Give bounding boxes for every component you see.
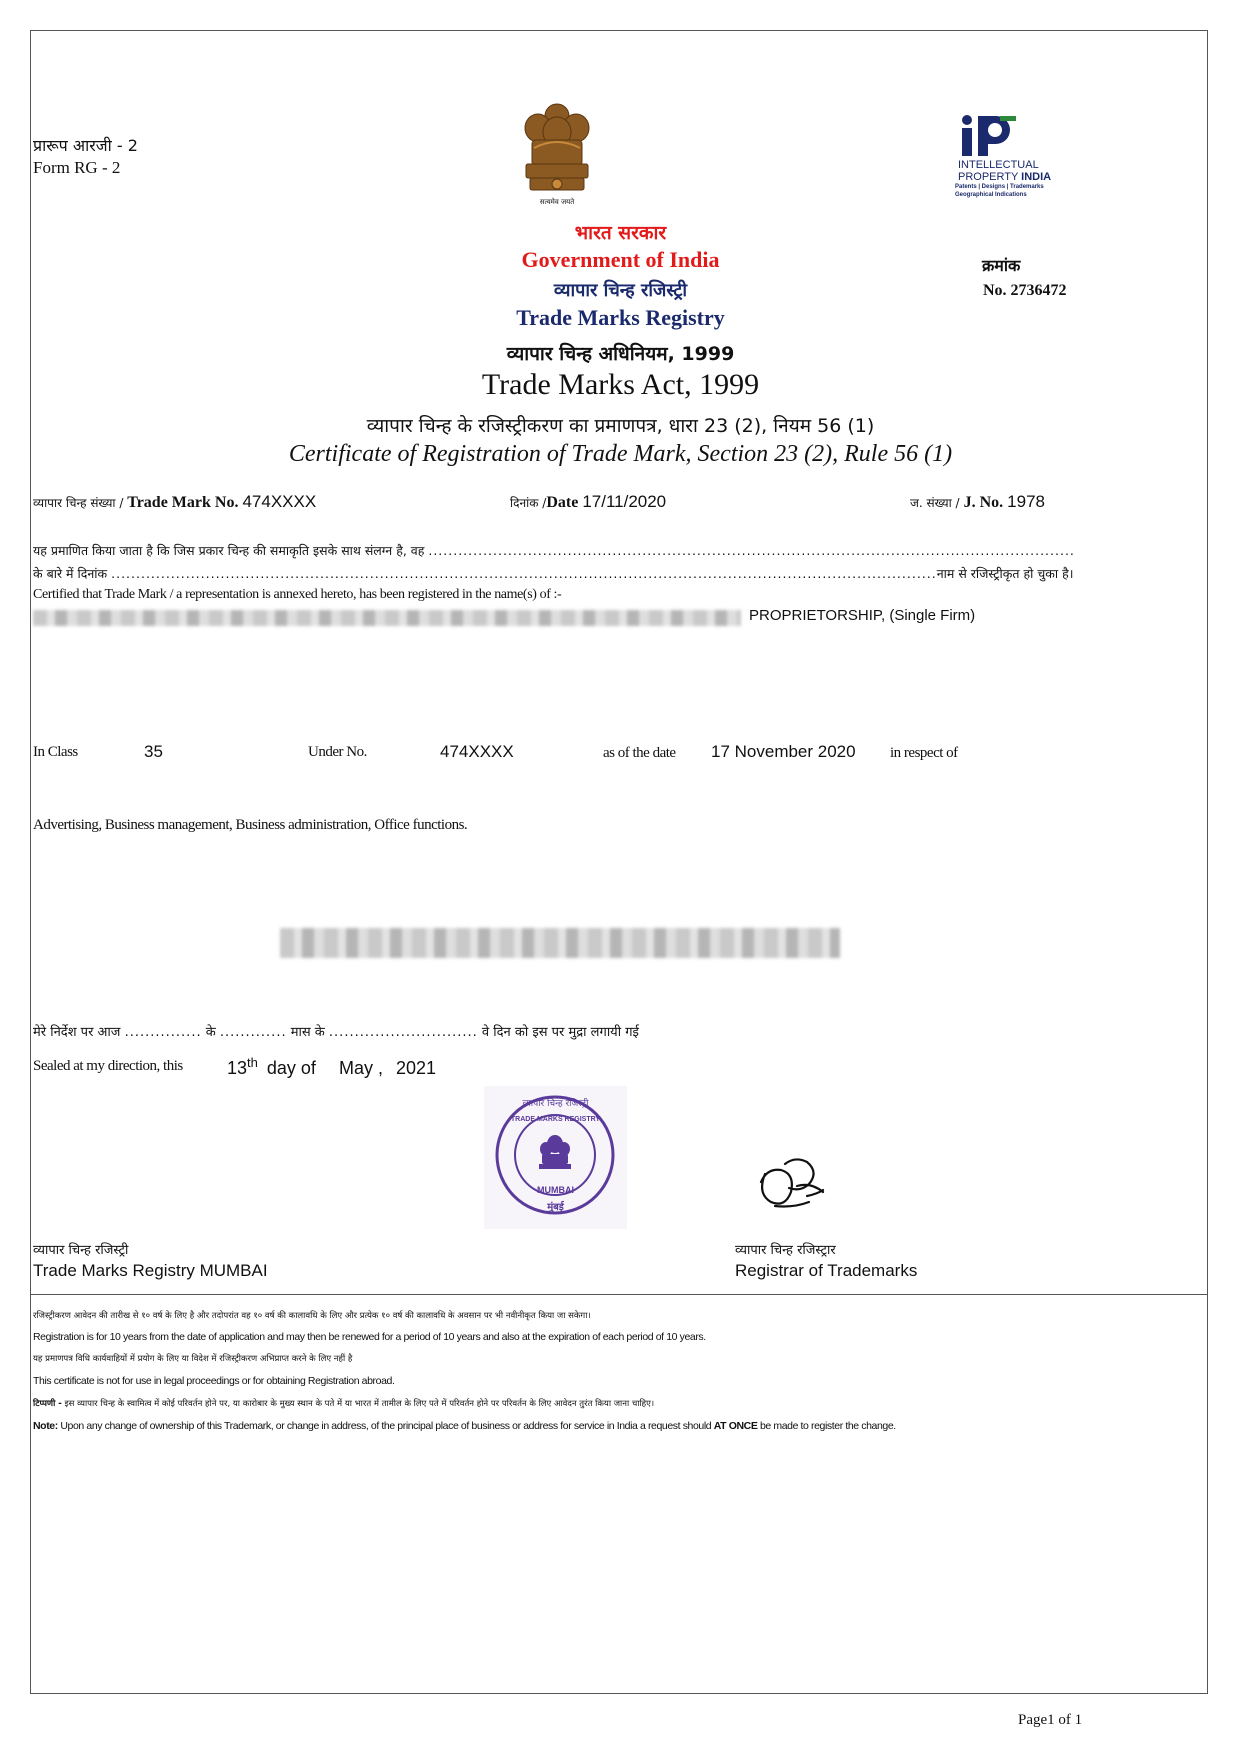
certificate-date: 17/11/2020 <box>582 492 667 511</box>
form-id-english: Form RG - 2 <box>33 158 121 177</box>
serial-number: No. 2736472 <box>983 282 1067 299</box>
class-label: In Class <box>33 744 78 760</box>
gov-title-hindi: भारत सरकार <box>574 222 667 244</box>
class-value: 35 <box>144 742 163 761</box>
form-id-hindi: प्रारूप आरजी - 2 <box>33 136 138 155</box>
seal-city-hindi: मुंबई <box>547 1202 564 1213</box>
cert-title-english: Certificate of Registration of Trade Mark, Section 23 (2), Rule 56 (1) <box>288 441 953 467</box>
sealed-date: 13th day of May , 2021 <box>227 1055 437 1078</box>
ip-india-logo-icon <box>958 112 1018 158</box>
certify-hindi-line1: यह प्रमाणित किया जाता है कि जिस प्रकार चिन्ह की समाकृति इसके साथ संलग्न है, वह .................................................................................................................................. <box>33 543 1075 558</box>
seal-ring-text: TRADE MARKS REGISTRY <box>510 1116 601 1123</box>
certify-english: Certified that Trade Mark / a representation is annexed hereto, has been registered in the name(s) of :- <box>33 587 562 602</box>
sealed-month: May , <box>338 1058 383 1078</box>
notes-divider <box>31 1294 1207 1295</box>
emblem-motto: सत्यमेव जयते <box>539 198 575 206</box>
trade-mark-number-line: व्यापार चिन्ह संख्या / Trade Mark No. 474XXXX <box>33 492 317 511</box>
serial-label: क्रमांक <box>982 256 1021 275</box>
journal-number-line: ज. संख्या / J. No. 1978 <box>910 492 1045 511</box>
certify-hindi-line2: के बारे में दिनांक ......................................................................................................................................................................नाम से रजिस्ट्रीकृत हो चुका है। <box>33 566 1074 581</box>
act-title-hindi: व्यापार चिन्ह अधिनियम, 1999 <box>506 343 735 365</box>
under-label: Under No. <box>308 744 367 760</box>
registrar-signature <box>735 1134 845 1224</box>
proprietor-name-redacted <box>33 610 741 626</box>
note3-hindi: टिप्पणी - इस व्यापार चिन्ह के स्वामित्व में कोई परिवर्तन होने पर, या कारोबार के मुख्य स्थान के पते में या भारत में तामील के लिए पते में परिवर्तन होने पर परिवर्तन के लिए आवेदन तुरंत किया जाना चाहिए। <box>33 1399 655 1409</box>
note3-english: Note: Upon any change of ownership of this Trademark, or change in address, of the principal place of business or address for service in India a request should AT ONCE be made to register the change. <box>33 1420 896 1432</box>
cert-title-hindi: व्यापार चिन्ह के रजिस्ट्रीकरण का प्रमाणपत्र, धारा 23 (2), नियम 56 (1) <box>366 415 875 437</box>
seal-top-text: व्यापार चिन्ह रजिस्ट्री <box>522 1099 589 1109</box>
trade-mark-number: 474XXXX <box>242 492 317 511</box>
ip-logo-line1: INTELLECTUAL <box>958 159 1039 171</box>
note2-english: This certificate is not for use in legal proceedings or for obtaining Registration abroad. <box>33 1375 395 1387</box>
ip-logo-line2: PROPERTY INDIA <box>958 171 1052 183</box>
registrar-title-english: Registrar of Trademarks <box>735 1261 918 1280</box>
as-of-date: 17 November 2020 <box>711 742 856 761</box>
date-line: दिनांक /Date 17/11/2020 <box>510 492 667 511</box>
note1-english: Registration is for 10 years from the date of application and may then be renewed for a period of 10 years and also at the expiration of each period of 10 years. <box>33 1331 706 1343</box>
trade-mark-redacted <box>280 928 840 958</box>
under-value: 474XXXX <box>440 742 514 761</box>
journal-number: 1978 <box>1007 492 1045 511</box>
note2-hindi: यह प्रमाणपत्र विधि कार्यवाहियों में प्रयोग के लिए या विदेश में रजिस्ट्रीकरण अभिप्राप्त करने के लिए नहीं है <box>33 1354 353 1364</box>
sealed-hindi: मेरे निर्देश पर आज ............... के ............. मास के ............................. वे दिन को इस पर मुद्रा लगायी गई <box>33 1025 639 1040</box>
ip-logo-line4: Geographical Indications <box>955 192 1027 198</box>
registry-name-hindi: व्यापार चिन्ह रजिस्ट्री <box>33 1243 129 1258</box>
as-of-label: as of the date <box>603 745 676 761</box>
sealed-day: 13 <box>227 1058 248 1078</box>
sealed-year: 2021 <box>395 1058 437 1078</box>
note1-hindi: रजिस्ट्रीकरण आवेदन की तारीख से १० वर्ष के लिए है और तदोपरांत वह १० वर्ष की कालावधि के लिए और प्रत्येक १० वर्ष की कालावधि के अवसान पर भी नवीनीकृत किया जा सकेगा। <box>33 1311 591 1321</box>
ip-logo-line3: Patents | Designs | Trademarks <box>955 184 1044 190</box>
sealed-english-label: Sealed at my direction, this <box>33 1058 183 1074</box>
registry-seal-stamp <box>484 1086 627 1229</box>
registry-title-english: Trade Marks Registry <box>516 305 725 330</box>
seal-city: MUMBAI <box>537 1185 574 1195</box>
goods-services: Advertising, Business management, Business administration, Office functions. <box>33 817 468 833</box>
page-number: Page1 of 1 <box>1018 1712 1083 1728</box>
proprietor-type: PROPRIETORSHIP, (Single Firm) <box>749 607 976 624</box>
act-title-english: Trade Marks Act, 1999 <box>481 368 760 401</box>
registry-name-english: Trade Marks Registry MUMBAI <box>33 1261 268 1280</box>
registry-title-hindi: व्यापार चिन्ह रजिस्ट्री <box>553 280 688 301</box>
registrar-title-hindi: व्यापार चिन्ह रजिस्ट्रार <box>735 1243 836 1258</box>
gov-title-english: Government of India <box>521 247 720 272</box>
in-respect-of-label: in respect of <box>890 745 958 761</box>
